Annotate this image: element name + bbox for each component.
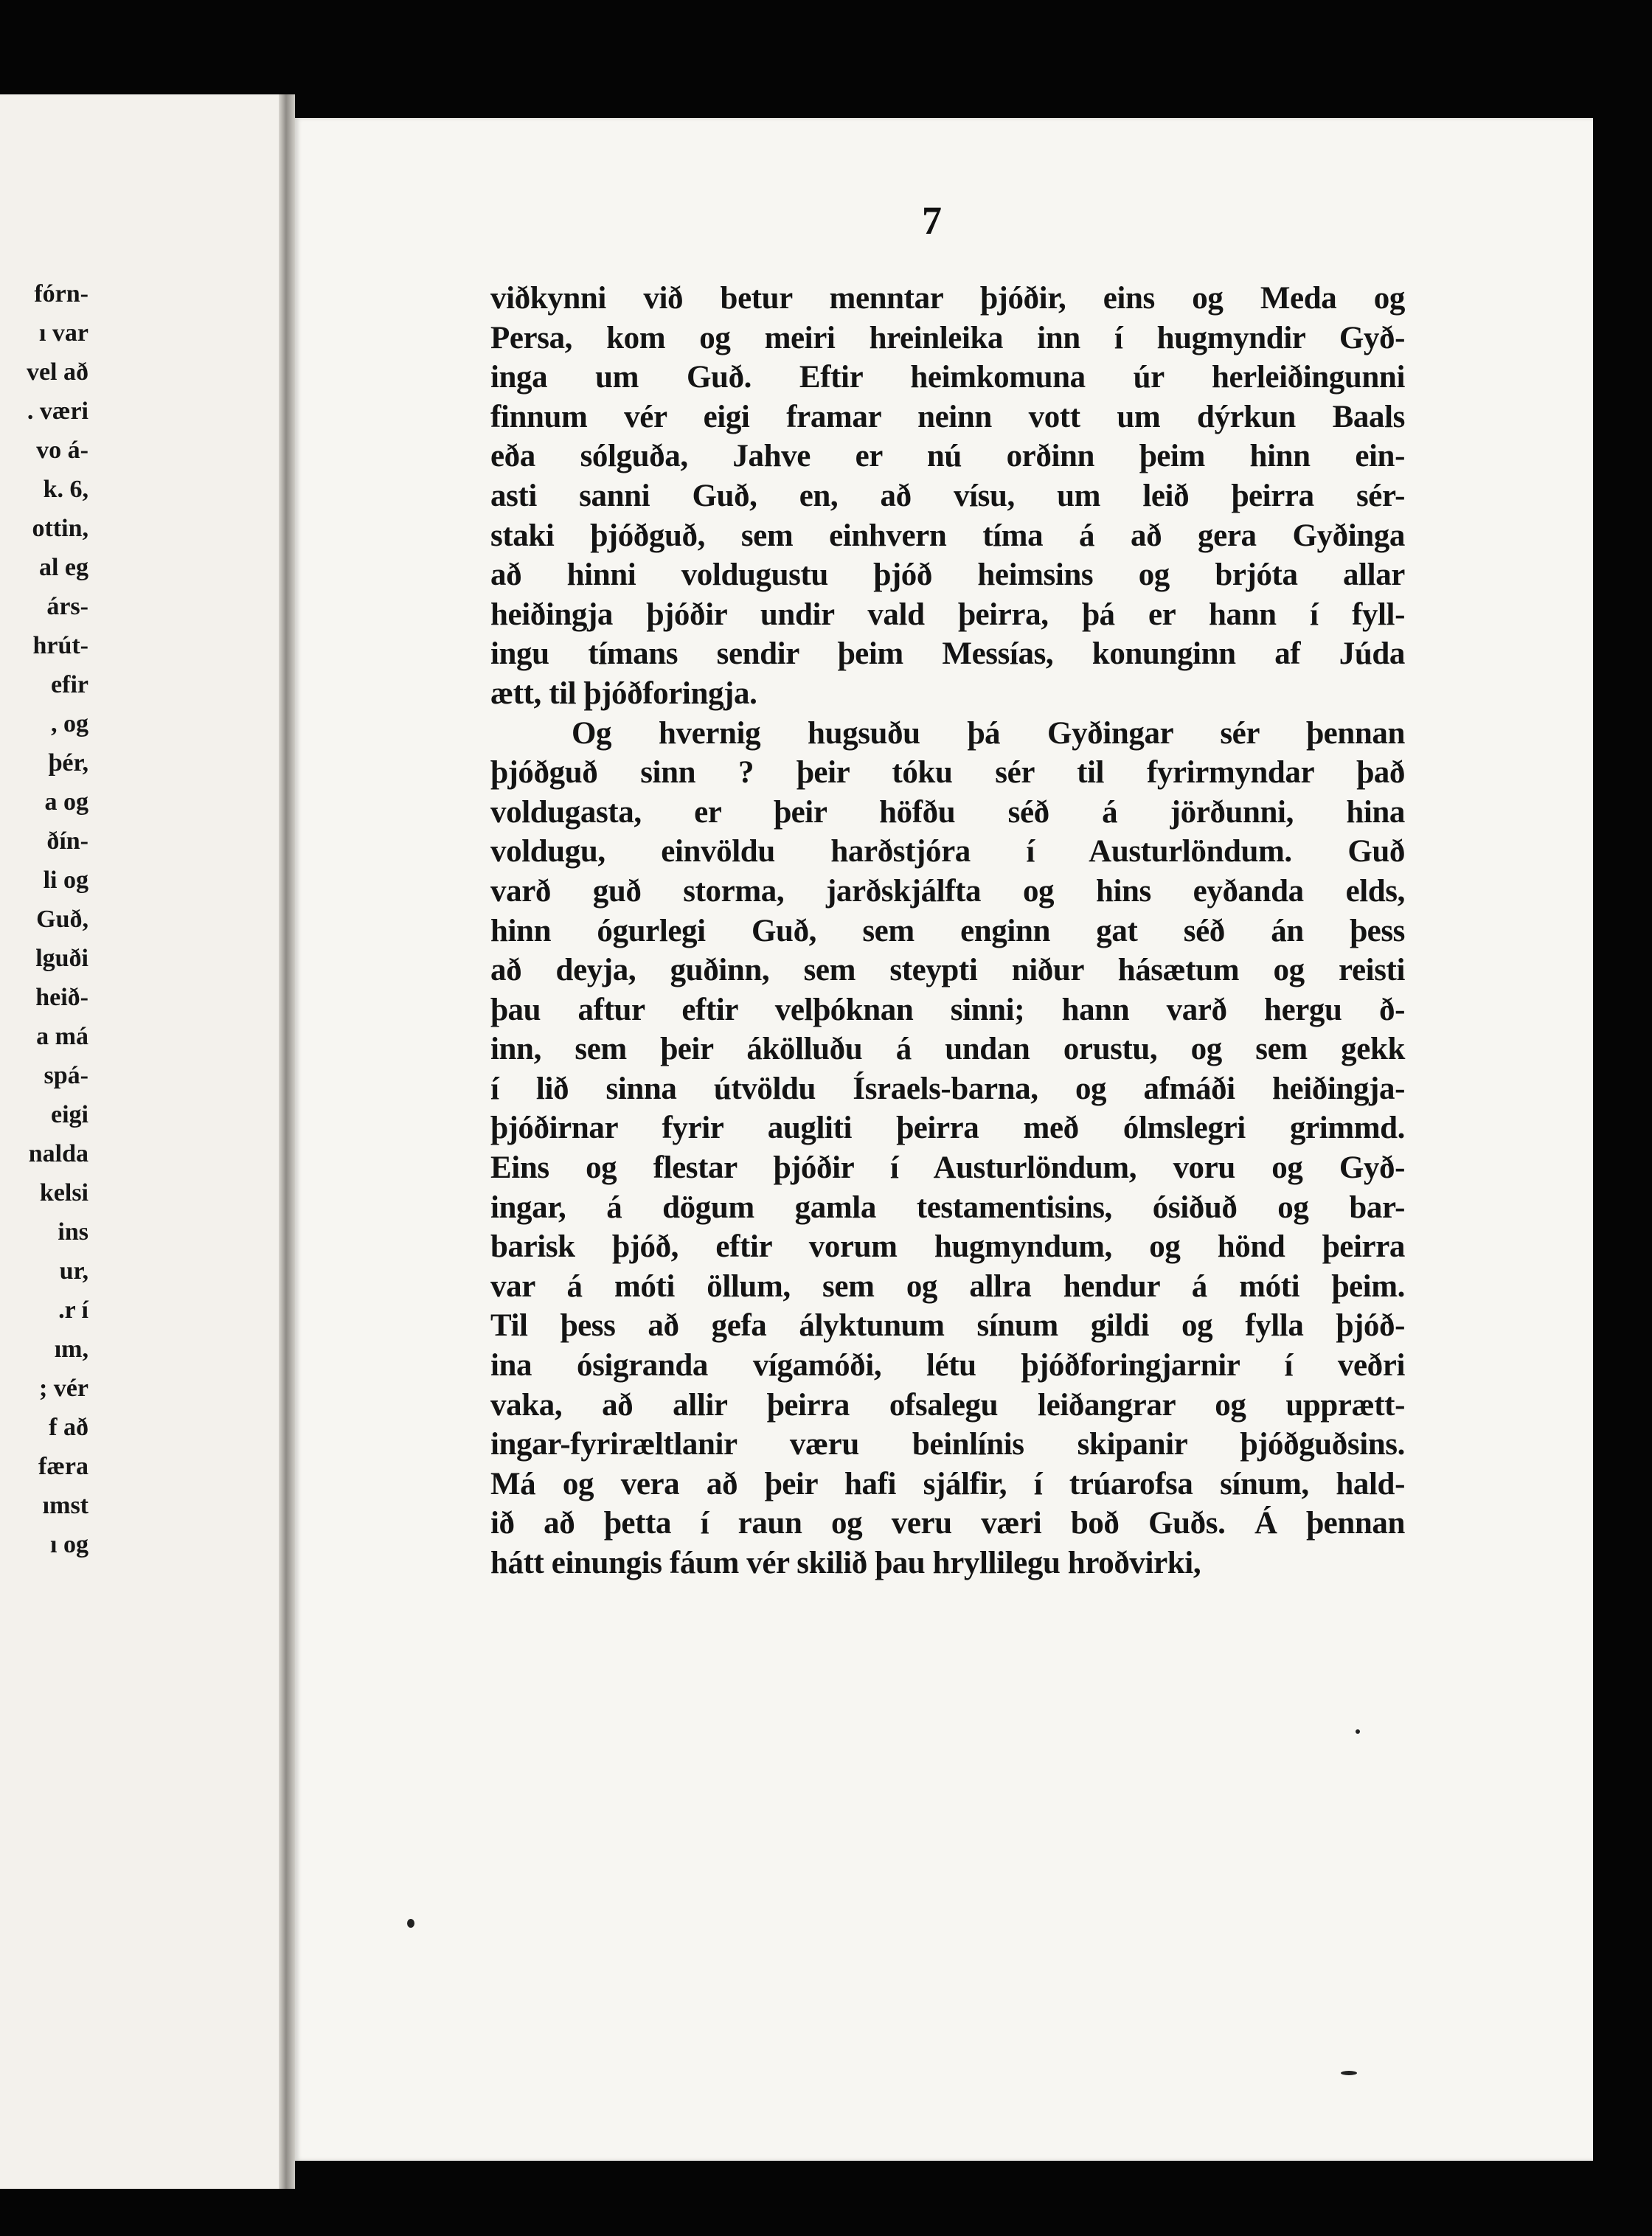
left-fragment-line: þér, <box>48 749 88 777</box>
dust-speck <box>1356 1729 1360 1734</box>
left-fragment-line: lguði <box>35 945 88 972</box>
left-fragment-line: hrút- <box>32 632 88 659</box>
text-line: Persa, kom og meiri hreinleika inn í hugmyndir Gyð- <box>490 320 1405 355</box>
text-line: heiðingja þjóðir undir vald þeirra, þá er hann í fyll- <box>490 597 1405 632</box>
left-fragment-line: al eg <box>38 554 88 581</box>
text-line: Til þess að gefa ályktunum sínum gildi og fylla þjóð- <box>490 1308 1405 1344</box>
text-line: var á móti öllum, sem og allra hendur á móti þeim. <box>490 1268 1405 1304</box>
text-line: viðkynni við betur menntar þjóðir, eins og Meda og <box>490 281 1405 316</box>
left-fragment-line: ðín- <box>46 827 88 855</box>
left-fragment-line: færa <box>38 1453 88 1480</box>
left-fragment-line: ur, <box>59 1257 88 1285</box>
text-line: varð guð storma, jarðskjálfta og hins eyðanda elds, <box>490 873 1405 909</box>
text-line: hátt einungis fáum vér skilið þau hryllilegu hroðvirki, <box>490 1546 1201 1580</box>
text-line: staki þjóðguð, sem einhvern tíma á að gera Gyðinga <box>490 518 1405 553</box>
text-line: Eins og flestar þjóðir í Austurlöndum, voru og Gyð- <box>490 1150 1405 1186</box>
text-line: barisk þjóð, eftir vorum hugmyndum, og hönd þeirra <box>490 1229 1405 1265</box>
text-line: finnum vér eigi framar neinn vott um dýrkun Baals <box>490 399 1405 434</box>
left-fragment-line: a og <box>44 788 88 816</box>
left-fragment-line: k. 6, <box>43 476 88 503</box>
left-fragment-line: nalda <box>28 1140 88 1167</box>
text-line: ingu tímans sendir þeim Messías, konunginn af Júda <box>490 636 1405 672</box>
left-fragment-line: vel að <box>26 358 88 386</box>
left-fragment-line: efir <box>51 671 88 698</box>
paragraph-2 <box>490 714 1405 1583</box>
text-line: þjóðirnar fyrir augliti þeirra með ólmslegri grimmd. <box>490 1111 1405 1146</box>
left-fragment-line: . væri <box>27 397 88 425</box>
left-fragment-line: Guð, <box>36 906 88 933</box>
text-line: þau aftur eftir velþóknan sinni; hann varð hergu ð- <box>490 992 1405 1027</box>
text-line: ingar-fyriræltlanir væru beinlínis skipanir þjóðguðsins. <box>490 1427 1405 1462</box>
left-fragment-line: ı var <box>38 319 88 347</box>
left-fragment-line: ı og <box>50 1531 88 1558</box>
left-page-text-fragments <box>0 274 88 1564</box>
page-gutter <box>279 94 295 2189</box>
text-line: asti sanni Guð, en, að vísu, um leið þeirra sér- <box>490 478 1405 513</box>
text-line: ið að þetta í raun og veru væri boð Guðs. Á þennan <box>490 1506 1405 1541</box>
text-line: ina ósigranda vígamóði, létu þjóðforingjarnir í veðri <box>490 1348 1405 1383</box>
left-fragment-line: vo á- <box>36 437 88 464</box>
text-line: hinn ógurlegi Guð, sem enginn gat séð án þess <box>490 913 1405 948</box>
text-line: vaka, að allir þeirra ofsalegu leiðangrar og upprætt- <box>490 1387 1405 1423</box>
text-line: eða sólguða, Jahve er nú orðinn þeim hinn ein- <box>490 439 1405 474</box>
paragraph-1 <box>490 279 1405 714</box>
dust-speck <box>407 1919 414 1928</box>
left-fragment-line: fórn- <box>34 280 88 308</box>
page-number: 7 <box>922 198 942 243</box>
text-line: inga um Guð. Eftir heimkomuna úr herleiðingunni <box>490 360 1405 395</box>
left-fragment-line: .r í <box>58 1296 88 1324</box>
left-fragment-line: ım, <box>54 1336 88 1363</box>
text-line: voldugu, einvöldu harðstjóra í Austurlöndum. Guð <box>490 834 1405 869</box>
left-fragment-line: ins <box>58 1218 88 1246</box>
left-fragment-line: eigi <box>51 1101 88 1128</box>
left-fragment-line: f að <box>49 1414 88 1441</box>
left-fragment-line: ottin, <box>32 515 88 542</box>
text-line: í lið sinna útvöldu Ísraels-barna, og afmáði heiðingja- <box>490 1071 1405 1106</box>
text-line: Og hvernig hugsuðu þá Gyðingar sér þennan <box>572 715 1405 751</box>
left-fragment-line: a má <box>36 1023 88 1050</box>
left-fragment-line: ımst <box>42 1492 88 1519</box>
text-line: þjóðguð sinn ? þeir tóku sér til fyrirmyndar það <box>490 755 1405 791</box>
text-line: ætt, til þjóðforingja. <box>490 676 757 711</box>
left-fragment-line: ; vér <box>38 1375 88 1402</box>
text-line: Má og vera að þeir hafi sjálfir, í trúarofsa sínum, hald- <box>490 1466 1405 1501</box>
text-line: að hinni voldugustu þjóð heimsins og brjóta allar <box>490 558 1405 593</box>
left-fragment-line: heið- <box>35 984 88 1011</box>
body-text <box>490 279 1405 1583</box>
text-line: inn, sem þeir ákölluðu á undan orustu, og sem gekk <box>490 1032 1405 1067</box>
text-line: voldugasta, er þeir höfðu séð á jörðunni, hina <box>490 794 1405 830</box>
left-fragment-line: spá- <box>44 1062 88 1089</box>
left-fragment-line: li og <box>43 867 88 894</box>
text-line: að deyja, guðinn, sem steypti niður hásætum og reisti <box>490 953 1405 988</box>
left-fragment-line: , og <box>51 710 88 737</box>
text-line: ingar, á dögum gamla testamentisins, ósiðuð og bar- <box>490 1190 1405 1225</box>
left-fragment-line: kelsi <box>39 1179 88 1206</box>
dust-speck <box>1341 2071 1357 2075</box>
left-fragment-line: árs- <box>46 593 88 620</box>
